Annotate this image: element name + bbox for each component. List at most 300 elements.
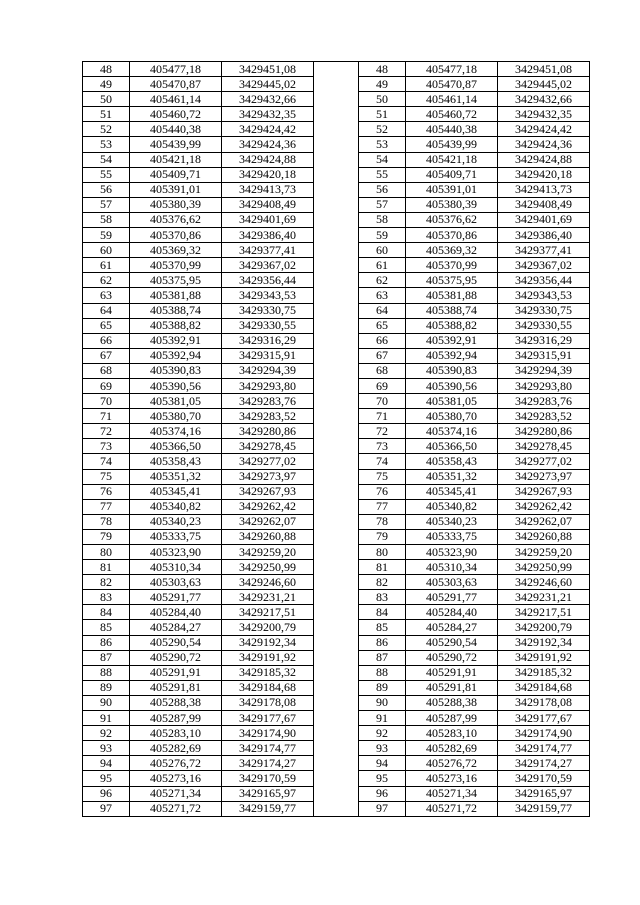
left-point-number-cell: 86 <box>83 635 130 650</box>
left-y-coordinate-cell: 3429330,75 <box>222 303 314 318</box>
left-y-coordinate-cell: 3429159,77 <box>222 801 314 816</box>
left-x-coordinate-cell: 405290,54 <box>130 635 222 650</box>
right-y-coordinate-cell: 3429330,55 <box>498 318 590 333</box>
left-point-number-cell: 80 <box>83 545 130 560</box>
right-y-coordinate-cell: 3429165,97 <box>498 786 590 801</box>
left-point-number-cell: 61 <box>83 258 130 273</box>
left-point-number-cell: 62 <box>83 273 130 288</box>
left-y-coordinate-cell: 3429217,51 <box>222 605 314 620</box>
right-y-coordinate-cell: 3429283,52 <box>498 409 590 424</box>
right-x-coordinate-cell: 405271,72 <box>406 801 498 816</box>
right-x-coordinate-cell: 405388,82 <box>406 318 498 333</box>
right-y-coordinate-cell: 3429184,68 <box>498 680 590 695</box>
right-x-coordinate-cell: 405323,90 <box>406 545 498 560</box>
table-row <box>83 273 590 288</box>
table-gap-cell <box>314 228 359 243</box>
table-row <box>83 258 590 273</box>
right-point-number-cell: 79 <box>359 529 406 544</box>
left-point-number-cell: 76 <box>83 484 130 499</box>
table-gap-cell <box>314 197 359 212</box>
table-gap-cell <box>314 499 359 514</box>
left-y-coordinate-cell: 3429283,52 <box>222 409 314 424</box>
right-point-number-cell: 82 <box>359 575 406 590</box>
left-y-coordinate-cell: 3429174,77 <box>222 741 314 756</box>
right-y-coordinate-cell: 3429231,21 <box>498 590 590 605</box>
table-row <box>83 529 590 544</box>
table-gap-cell <box>314 650 359 665</box>
table-gap-cell <box>314 439 359 454</box>
left-point-number-cell: 49 <box>83 77 130 92</box>
table-gap-cell <box>314 137 359 152</box>
right-point-number-cell: 48 <box>359 62 406 77</box>
left-y-coordinate-cell: 3429178,08 <box>222 695 314 710</box>
right-y-coordinate-cell: 3429432,66 <box>498 92 590 107</box>
left-point-number-cell: 81 <box>83 560 130 575</box>
left-x-coordinate-cell: 405273,16 <box>130 771 222 786</box>
right-point-number-cell: 68 <box>359 363 406 378</box>
right-x-coordinate-cell: 405282,69 <box>406 741 498 756</box>
left-point-number-cell: 72 <box>83 424 130 439</box>
table-row <box>83 439 590 454</box>
right-point-number-cell: 60 <box>359 243 406 258</box>
right-y-coordinate-cell: 3429178,08 <box>498 695 590 710</box>
left-x-coordinate-cell: 405333,75 <box>130 529 222 544</box>
right-y-coordinate-cell: 3429267,93 <box>498 484 590 499</box>
right-x-coordinate-cell: 405374,16 <box>406 424 498 439</box>
right-point-number-cell: 90 <box>359 695 406 710</box>
right-y-coordinate-cell: 3429278,45 <box>498 439 590 454</box>
table-row <box>83 333 590 348</box>
left-point-number-cell: 57 <box>83 197 130 212</box>
left-point-number-cell: 85 <box>83 620 130 635</box>
right-x-coordinate-cell: 405392,91 <box>406 333 498 348</box>
table-gap-cell <box>314 726 359 741</box>
left-x-coordinate-cell: 405421,18 <box>130 152 222 167</box>
right-point-number-cell: 76 <box>359 484 406 499</box>
left-point-number-cell: 74 <box>83 454 130 469</box>
right-point-number-cell: 49 <box>359 77 406 92</box>
right-point-number-cell: 80 <box>359 545 406 560</box>
left-point-number-cell: 93 <box>83 741 130 756</box>
table-gap-cell <box>314 575 359 590</box>
left-point-number-cell: 88 <box>83 665 130 680</box>
left-y-coordinate-cell: 3429293,80 <box>222 378 314 393</box>
left-x-coordinate-cell: 405358,43 <box>130 454 222 469</box>
left-x-coordinate-cell: 405381,05 <box>130 394 222 409</box>
left-y-coordinate-cell: 3429386,40 <box>222 228 314 243</box>
right-x-coordinate-cell: 405381,05 <box>406 394 498 409</box>
table-row <box>83 545 590 560</box>
left-x-coordinate-cell: 405380,39 <box>130 197 222 212</box>
right-y-coordinate-cell: 3429401,69 <box>498 212 590 227</box>
table-row <box>83 620 590 635</box>
right-y-coordinate-cell: 3429386,40 <box>498 228 590 243</box>
right-y-coordinate-cell: 3429277,02 <box>498 454 590 469</box>
right-x-coordinate-cell: 405370,99 <box>406 258 498 273</box>
right-point-number-cell: 91 <box>359 711 406 726</box>
left-y-coordinate-cell: 3429401,69 <box>222 212 314 227</box>
left-y-coordinate-cell: 3429174,27 <box>222 756 314 771</box>
right-point-number-cell: 55 <box>359 167 406 182</box>
right-x-coordinate-cell: 405439,99 <box>406 137 498 152</box>
table-gap-cell <box>314 620 359 635</box>
right-x-coordinate-cell: 405380,39 <box>406 197 498 212</box>
left-y-coordinate-cell: 3429432,35 <box>222 107 314 122</box>
left-point-number-cell: 56 <box>83 182 130 197</box>
left-y-coordinate-cell: 3429262,42 <box>222 499 314 514</box>
right-y-coordinate-cell: 3429200,79 <box>498 620 590 635</box>
table-row <box>83 152 590 167</box>
table-row <box>83 303 590 318</box>
left-y-coordinate-cell: 3429280,86 <box>222 424 314 439</box>
table-gap-cell <box>314 167 359 182</box>
table-gap-cell <box>314 590 359 605</box>
right-y-coordinate-cell: 3429280,86 <box>498 424 590 439</box>
table-gap-cell <box>314 243 359 258</box>
right-x-coordinate-cell: 405340,82 <box>406 499 498 514</box>
right-point-number-cell: 73 <box>359 439 406 454</box>
table-row <box>83 726 590 741</box>
left-x-coordinate-cell: 405381,88 <box>130 288 222 303</box>
left-x-coordinate-cell: 405470,87 <box>130 77 222 92</box>
left-point-number-cell: 63 <box>83 288 130 303</box>
right-x-coordinate-cell: 405460,72 <box>406 107 498 122</box>
right-y-coordinate-cell: 3429294,39 <box>498 363 590 378</box>
left-y-coordinate-cell: 3429165,97 <box>222 786 314 801</box>
table-gap-cell <box>314 605 359 620</box>
right-x-coordinate-cell: 405291,91 <box>406 665 498 680</box>
left-point-number-cell: 51 <box>83 107 130 122</box>
right-point-number-cell: 96 <box>359 786 406 801</box>
table-row <box>83 665 590 680</box>
left-y-coordinate-cell: 3429283,76 <box>222 394 314 409</box>
right-point-number-cell: 94 <box>359 756 406 771</box>
left-x-coordinate-cell: 405284,27 <box>130 620 222 635</box>
table-gap-cell <box>314 529 359 544</box>
left-point-number-cell: 65 <box>83 318 130 333</box>
right-y-coordinate-cell: 3429367,02 <box>498 258 590 273</box>
left-x-coordinate-cell: 405287,99 <box>130 711 222 726</box>
left-point-number-cell: 66 <box>83 333 130 348</box>
right-y-coordinate-cell: 3429424,88 <box>498 152 590 167</box>
right-y-coordinate-cell: 3429413,73 <box>498 182 590 197</box>
left-x-coordinate-cell: 405440,38 <box>130 122 222 137</box>
right-point-number-cell: 93 <box>359 741 406 756</box>
left-point-number-cell: 73 <box>83 439 130 454</box>
left-x-coordinate-cell: 405290,72 <box>130 650 222 665</box>
left-x-coordinate-cell: 405370,86 <box>130 228 222 243</box>
right-y-coordinate-cell: 3429174,77 <box>498 741 590 756</box>
left-point-number-cell: 89 <box>83 680 130 695</box>
table-row <box>83 243 590 258</box>
table-gap-cell <box>314 318 359 333</box>
table-gap-cell <box>314 469 359 484</box>
left-y-coordinate-cell: 3429259,20 <box>222 545 314 560</box>
right-x-coordinate-cell: 405271,34 <box>406 786 498 801</box>
right-y-coordinate-cell: 3429177,67 <box>498 711 590 726</box>
right-y-coordinate-cell: 3429170,59 <box>498 771 590 786</box>
right-y-coordinate-cell: 3429185,32 <box>498 665 590 680</box>
left-y-coordinate-cell: 3429377,41 <box>222 243 314 258</box>
table-row <box>83 711 590 726</box>
table-row <box>83 288 590 303</box>
left-x-coordinate-cell: 405291,81 <box>130 680 222 695</box>
table-gap-cell <box>314 424 359 439</box>
table-row <box>83 318 590 333</box>
right-point-number-cell: 64 <box>359 303 406 318</box>
right-point-number-cell: 66 <box>359 333 406 348</box>
table-gap-cell <box>314 258 359 273</box>
right-y-coordinate-cell: 3429174,90 <box>498 726 590 741</box>
right-x-coordinate-cell: 405388,74 <box>406 303 498 318</box>
right-x-coordinate-cell: 405287,99 <box>406 711 498 726</box>
table-row <box>83 454 590 469</box>
right-x-coordinate-cell: 405276,72 <box>406 756 498 771</box>
right-point-number-cell: 65 <box>359 318 406 333</box>
right-x-coordinate-cell: 405461,14 <box>406 92 498 107</box>
right-point-number-cell: 54 <box>359 152 406 167</box>
left-point-number-cell: 84 <box>83 605 130 620</box>
left-point-number-cell: 53 <box>83 137 130 152</box>
right-y-coordinate-cell: 3429217,51 <box>498 605 590 620</box>
right-x-coordinate-cell: 405421,18 <box>406 152 498 167</box>
left-y-coordinate-cell: 3429250,99 <box>222 560 314 575</box>
left-x-coordinate-cell: 405477,18 <box>130 62 222 77</box>
table-row <box>83 801 590 816</box>
left-point-number-cell: 87 <box>83 650 130 665</box>
right-point-number-cell: 69 <box>359 378 406 393</box>
table-gap-cell <box>314 348 359 363</box>
table-gap-cell <box>314 288 359 303</box>
right-y-coordinate-cell: 3429174,27 <box>498 756 590 771</box>
left-y-coordinate-cell: 3429432,66 <box>222 92 314 107</box>
left-x-coordinate-cell: 405376,62 <box>130 212 222 227</box>
table-row <box>83 212 590 227</box>
right-point-number-cell: 62 <box>359 273 406 288</box>
right-x-coordinate-cell: 405291,77 <box>406 590 498 605</box>
left-y-coordinate-cell: 3429424,42 <box>222 122 314 137</box>
table-gap-cell <box>314 152 359 167</box>
left-point-number-cell: 97 <box>83 801 130 816</box>
right-x-coordinate-cell: 405351,32 <box>406 469 498 484</box>
left-point-number-cell: 55 <box>83 167 130 182</box>
right-x-coordinate-cell: 405376,62 <box>406 212 498 227</box>
right-y-coordinate-cell: 3429451,08 <box>498 62 590 77</box>
left-x-coordinate-cell: 405374,16 <box>130 424 222 439</box>
table-row <box>83 741 590 756</box>
right-point-number-cell: 83 <box>359 590 406 605</box>
right-x-coordinate-cell: 405392,94 <box>406 348 498 363</box>
right-x-coordinate-cell: 405440,38 <box>406 122 498 137</box>
left-x-coordinate-cell: 405409,71 <box>130 167 222 182</box>
left-x-coordinate-cell: 405310,34 <box>130 560 222 575</box>
right-x-coordinate-cell: 405390,56 <box>406 378 498 393</box>
coordinates-table-body <box>83 62 590 817</box>
table-row <box>83 560 590 575</box>
right-y-coordinate-cell: 3429191,92 <box>498 650 590 665</box>
table-row <box>83 786 590 801</box>
left-point-number-cell: 60 <box>83 243 130 258</box>
right-y-coordinate-cell: 3429246,60 <box>498 575 590 590</box>
right-x-coordinate-cell: 405290,54 <box>406 635 498 650</box>
right-y-coordinate-cell: 3429262,42 <box>498 499 590 514</box>
right-x-coordinate-cell: 405477,18 <box>406 62 498 77</box>
table-gap-cell <box>314 122 359 137</box>
left-point-number-cell: 48 <box>83 62 130 77</box>
right-x-coordinate-cell: 405391,01 <box>406 182 498 197</box>
right-x-coordinate-cell: 405284,27 <box>406 620 498 635</box>
left-y-coordinate-cell: 3429185,32 <box>222 665 314 680</box>
table-row <box>83 394 590 409</box>
left-y-coordinate-cell: 3429184,68 <box>222 680 314 695</box>
left-point-number-cell: 68 <box>83 363 130 378</box>
left-x-coordinate-cell: 405370,99 <box>130 258 222 273</box>
left-point-number-cell: 75 <box>83 469 130 484</box>
table-gap-cell <box>314 378 359 393</box>
left-y-coordinate-cell: 3429315,91 <box>222 348 314 363</box>
left-x-coordinate-cell: 405323,90 <box>130 545 222 560</box>
right-x-coordinate-cell: 405470,87 <box>406 77 498 92</box>
left-point-number-cell: 83 <box>83 590 130 605</box>
table-row <box>83 756 590 771</box>
table-gap-cell <box>314 680 359 695</box>
right-point-number-cell: 89 <box>359 680 406 695</box>
right-point-number-cell: 81 <box>359 560 406 575</box>
left-point-number-cell: 54 <box>83 152 130 167</box>
left-x-coordinate-cell: 405392,94 <box>130 348 222 363</box>
right-x-coordinate-cell: 405345,41 <box>406 484 498 499</box>
table-row <box>83 228 590 243</box>
right-y-coordinate-cell: 3429330,75 <box>498 303 590 318</box>
table-row <box>83 197 590 212</box>
coordinates-table <box>82 61 590 817</box>
right-y-coordinate-cell: 3429192,34 <box>498 635 590 650</box>
table-row <box>83 348 590 363</box>
table-gap-cell <box>314 665 359 680</box>
left-point-number-cell: 79 <box>83 529 130 544</box>
table-gap-cell <box>314 212 359 227</box>
right-point-number-cell: 74 <box>359 454 406 469</box>
left-y-coordinate-cell: 3429277,02 <box>222 454 314 469</box>
right-y-coordinate-cell: 3429159,77 <box>498 801 590 816</box>
table-gap-cell <box>314 545 359 560</box>
right-point-number-cell: 84 <box>359 605 406 620</box>
right-point-number-cell: 97 <box>359 801 406 816</box>
right-point-number-cell: 61 <box>359 258 406 273</box>
left-x-coordinate-cell: 405375,95 <box>130 273 222 288</box>
right-point-number-cell: 50 <box>359 92 406 107</box>
left-y-coordinate-cell: 3429420,18 <box>222 167 314 182</box>
right-point-number-cell: 56 <box>359 182 406 197</box>
left-y-coordinate-cell: 3429413,73 <box>222 182 314 197</box>
table-row <box>83 182 590 197</box>
table-row <box>83 363 590 378</box>
table-gap-cell <box>314 801 359 816</box>
left-point-number-cell: 58 <box>83 212 130 227</box>
left-x-coordinate-cell: 405390,56 <box>130 378 222 393</box>
right-point-number-cell: 78 <box>359 514 406 529</box>
right-y-coordinate-cell: 3429250,99 <box>498 560 590 575</box>
right-x-coordinate-cell: 405390,83 <box>406 363 498 378</box>
left-point-number-cell: 92 <box>83 726 130 741</box>
right-y-coordinate-cell: 3429316,29 <box>498 333 590 348</box>
right-x-coordinate-cell: 405284,40 <box>406 605 498 620</box>
left-y-coordinate-cell: 3429408,49 <box>222 197 314 212</box>
right-x-coordinate-cell: 405310,34 <box>406 560 498 575</box>
left-point-number-cell: 59 <box>83 228 130 243</box>
table-row <box>83 635 590 650</box>
right-y-coordinate-cell: 3429377,41 <box>498 243 590 258</box>
left-x-coordinate-cell: 405282,69 <box>130 741 222 756</box>
right-x-coordinate-cell: 405381,88 <box>406 288 498 303</box>
left-point-number-cell: 95 <box>83 771 130 786</box>
table-row <box>83 122 590 137</box>
right-point-number-cell: 59 <box>359 228 406 243</box>
right-y-coordinate-cell: 3429259,20 <box>498 545 590 560</box>
right-y-coordinate-cell: 3429420,18 <box>498 167 590 182</box>
table-gap-cell <box>314 333 359 348</box>
table-row <box>83 514 590 529</box>
table-row <box>83 499 590 514</box>
table-row <box>83 484 590 499</box>
left-y-coordinate-cell: 3429191,92 <box>222 650 314 665</box>
right-point-number-cell: 88 <box>359 665 406 680</box>
table-gap-cell <box>314 484 359 499</box>
right-x-coordinate-cell: 405273,16 <box>406 771 498 786</box>
left-x-coordinate-cell: 405388,82 <box>130 318 222 333</box>
right-point-number-cell: 58 <box>359 212 406 227</box>
left-point-number-cell: 78 <box>83 514 130 529</box>
left-y-coordinate-cell: 3429267,93 <box>222 484 314 499</box>
right-y-coordinate-cell: 3429283,76 <box>498 394 590 409</box>
right-y-coordinate-cell: 3429315,91 <box>498 348 590 363</box>
right-point-number-cell: 72 <box>359 424 406 439</box>
table-row <box>83 590 590 605</box>
left-x-coordinate-cell: 405345,41 <box>130 484 222 499</box>
right-y-coordinate-cell: 3429262,07 <box>498 514 590 529</box>
left-point-number-cell: 67 <box>83 348 130 363</box>
left-y-coordinate-cell: 3429262,07 <box>222 514 314 529</box>
right-point-number-cell: 87 <box>359 650 406 665</box>
right-y-coordinate-cell: 3429343,53 <box>498 288 590 303</box>
left-y-coordinate-cell: 3429273,97 <box>222 469 314 484</box>
left-y-coordinate-cell: 3429177,67 <box>222 711 314 726</box>
table-gap-cell <box>314 303 359 318</box>
table-row <box>83 137 590 152</box>
left-x-coordinate-cell: 405283,10 <box>130 726 222 741</box>
table-row <box>83 650 590 665</box>
right-point-number-cell: 92 <box>359 726 406 741</box>
right-x-coordinate-cell: 405369,32 <box>406 243 498 258</box>
table-row <box>83 771 590 786</box>
left-y-coordinate-cell: 3429316,29 <box>222 333 314 348</box>
left-x-coordinate-cell: 405390,83 <box>130 363 222 378</box>
left-x-coordinate-cell: 405366,50 <box>130 439 222 454</box>
left-x-coordinate-cell: 405291,91 <box>130 665 222 680</box>
left-y-coordinate-cell: 3429330,55 <box>222 318 314 333</box>
table-row <box>83 605 590 620</box>
right-y-coordinate-cell: 3429260,88 <box>498 529 590 544</box>
left-x-coordinate-cell: 405439,99 <box>130 137 222 152</box>
left-y-coordinate-cell: 3429231,21 <box>222 590 314 605</box>
left-point-number-cell: 94 <box>83 756 130 771</box>
left-x-coordinate-cell: 405284,40 <box>130 605 222 620</box>
right-y-coordinate-cell: 3429356,44 <box>498 273 590 288</box>
left-y-coordinate-cell: 3429192,34 <box>222 635 314 650</box>
left-x-coordinate-cell: 405391,01 <box>130 182 222 197</box>
right-x-coordinate-cell: 405358,43 <box>406 454 498 469</box>
left-x-coordinate-cell: 405392,91 <box>130 333 222 348</box>
